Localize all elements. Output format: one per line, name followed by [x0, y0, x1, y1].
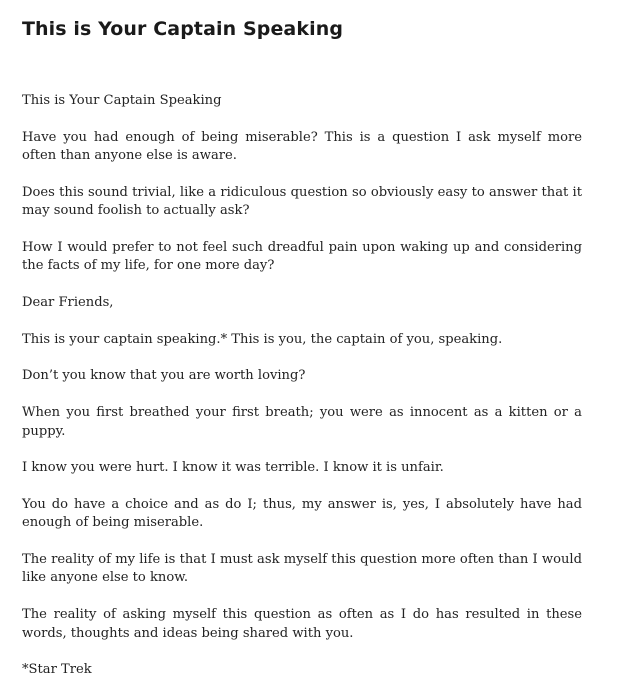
paragraph: How I would prefer to not feel such dreadful pain upon waking up and considering the facts of my life, for one more day?	[22, 239, 582, 274]
paragraph-subtitle: This is Your Captain Speaking	[22, 93, 222, 108]
page-title: This is Your Captain Speaking	[22, 18, 344, 40]
paragraph: Does this sound trivial, like a ridiculous question so obviously easy to answer that it may sound foolish to actually ask?	[22, 184, 582, 219]
paragraph: The reality of my life is that I must ask myself this question more often than I would like anyone else to know.	[22, 552, 582, 586]
article-body	[22, 92, 582, 680]
paragraph: Have you had enough of being miserable? This is a question I ask myself more often than anyone else is aware.	[22, 129, 582, 164]
paragraph: You do have a choice and as do I; thus, my answer is, yes, I absolutely have had enough of being miserable.	[22, 496, 582, 531]
footnote: *Star Trek	[22, 662, 92, 678]
paragraph: I know you were hurt. I know it was terrible. I know it is unfair.	[22, 460, 444, 476]
paragraph-salutation: Dear Friends,	[22, 295, 114, 311]
paragraph: When you first breathed your first breath; you were as innocent as a kitten or a puppy.	[22, 405, 582, 439]
paragraph: The reality of asking myself this question as often as I do has resulted in these words, thoughts and ideas being shared with you.	[22, 607, 582, 641]
paragraph: This is your captain speaking.* This is you, the captain of you, speaking.	[22, 331, 503, 347]
paragraph: Don’t you know that you are worth loving?	[22, 368, 306, 384]
